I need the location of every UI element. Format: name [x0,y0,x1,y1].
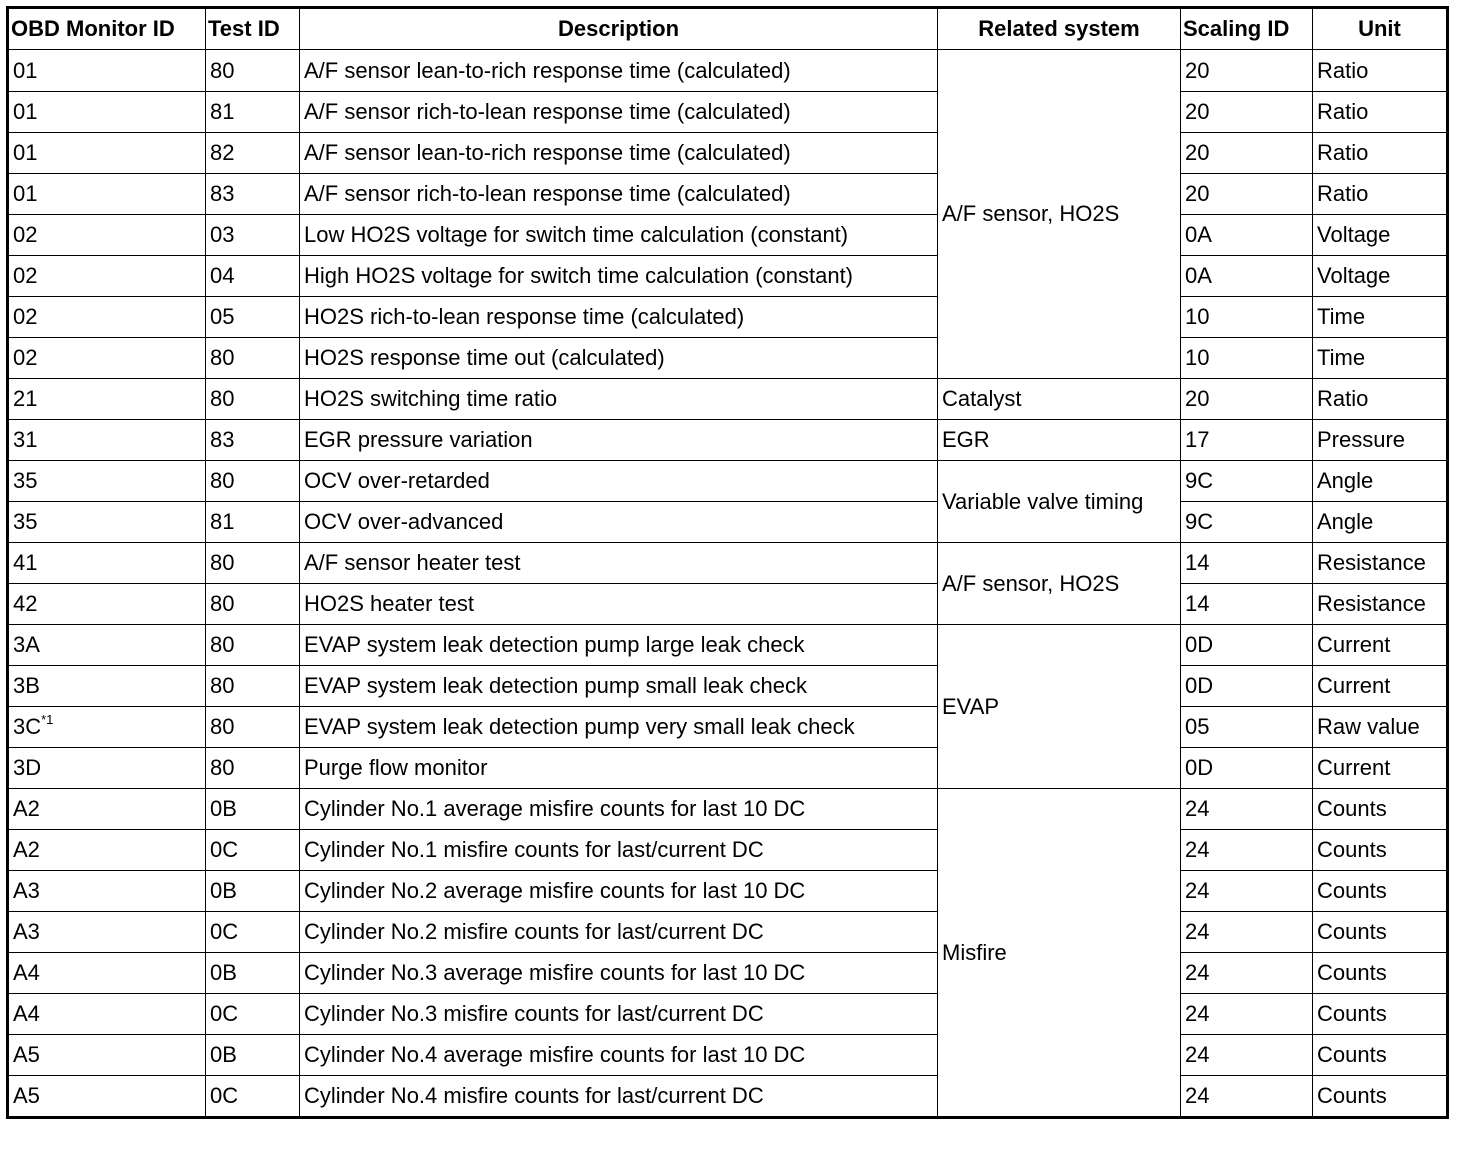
cell-obd-monitor-id [8,748,206,789]
cell-unit: Counts [1313,871,1448,912]
monitor-id-text: 02 [13,222,38,247]
table-row [8,871,1448,912]
cell-obd-monitor-id [8,994,206,1035]
monitor-id-text: 01 [13,99,38,124]
cell-related-system: Variable valve timing [938,461,1181,543]
cell-scaling-id: 0D [1181,748,1313,789]
cell-test-id: 80 [206,666,300,707]
monitor-id-text: 42 [13,591,38,616]
monitor-id-text: 02 [13,345,38,370]
cell-unit: Pressure [1313,420,1448,461]
table-row [8,666,1448,707]
monitor-id-text: A2 [13,837,40,862]
cell-description: A/F sensor heater test [300,543,938,584]
table-row [8,707,1448,748]
cell-test-id: 04 [206,256,300,297]
monitor-id-text: 3C [13,714,42,739]
monitor-id-text: 31 [13,427,38,452]
monitor-id-text: A3 [13,878,40,903]
table-row [8,994,1448,1035]
cell-related-system: A/F sensor, HO2S [938,50,1181,379]
cell-test-id: 80 [206,584,300,625]
cell-unit: Time [1313,297,1448,338]
cell-scaling-id: 24 [1181,1076,1313,1118]
cell-unit: Counts [1313,912,1448,953]
cell-unit: Counts [1313,953,1448,994]
cell-description: High HO2S voltage for switch time calculation (constant) [300,256,938,297]
cell-unit: Angle [1313,461,1448,502]
cell-obd-monitor-id [8,1035,206,1076]
cell-scaling-id: 24 [1181,953,1313,994]
cell-obd-monitor-id [8,543,206,584]
monitor-id-text: 3B [13,673,40,698]
cell-obd-monitor-id [8,871,206,912]
cell-unit: Current [1313,748,1448,789]
monitor-id-text: 35 [13,509,38,534]
table-row [8,256,1448,297]
cell-description: EVAP system leak detection pump small leak check [300,666,938,707]
cell-test-id: 81 [206,92,300,133]
cell-test-id: 83 [206,420,300,461]
cell-description: HO2S response time out (calculated) [300,338,938,379]
monitor-id-text: A4 [13,960,40,985]
cell-scaling-id: 24 [1181,912,1313,953]
cell-description: A/F sensor lean-to-rich response time (calculated) [300,133,938,174]
header-description: Description [300,8,938,50]
cell-test-id: 0B [206,953,300,994]
cell-description: A/F sensor lean-to-rich response time (calculated) [300,50,938,92]
cell-obd-monitor-id [8,297,206,338]
cell-scaling-id: 14 [1181,543,1313,584]
table-row [8,789,1448,830]
cell-test-id: 0B [206,1035,300,1076]
header-obd-monitor-id: OBD Monitor ID [8,8,206,50]
table-body [8,50,1448,1118]
cell-unit: Ratio [1313,92,1448,133]
table-row [8,584,1448,625]
header-scaling-id: Scaling ID [1181,8,1313,50]
cell-unit: Ratio [1313,50,1448,92]
cell-obd-monitor-id [8,92,206,133]
cell-description: OCV over-advanced [300,502,938,543]
cell-test-id: 0C [206,994,300,1035]
cell-unit: Current [1313,666,1448,707]
cell-test-id: 0B [206,789,300,830]
table-row [8,461,1448,502]
cell-description: EVAP system leak detection pump very small leak check [300,707,938,748]
cell-test-id: 81 [206,502,300,543]
monitor-id-text: 01 [13,57,38,83]
header-related-system: Related system [938,8,1181,50]
cell-scaling-id: 9C [1181,502,1313,543]
cell-description: Cylinder No.3 misfire counts for last/current DC [300,994,938,1035]
monitor-id-text: 21 [13,386,38,411]
cell-scaling-id: 10 [1181,338,1313,379]
obd-monitor-table [6,6,1449,1119]
cell-obd-monitor-id [8,215,206,256]
table-row [8,748,1448,789]
cell-test-id: 03 [206,215,300,256]
cell-scaling-id: 20 [1181,174,1313,215]
cell-unit: Resistance [1313,584,1448,625]
table-row [8,174,1448,215]
cell-description: Purge flow monitor [300,748,938,789]
cell-related-system: EVAP [938,625,1181,789]
table-row [8,1035,1448,1076]
cell-unit: Resistance [1313,543,1448,584]
cell-scaling-id: 0A [1181,215,1313,256]
cell-unit: Counts [1313,830,1448,871]
cell-test-id: 80 [206,748,300,789]
cell-unit: Time [1313,338,1448,379]
monitor-id-text: 02 [13,263,38,288]
cell-scaling-id: 24 [1181,1035,1313,1076]
cell-unit: Voltage [1313,215,1448,256]
cell-scaling-id: 20 [1181,50,1313,92]
monitor-id-text: 35 [13,468,38,493]
cell-description: A/F sensor rich-to-lean response time (calculated) [300,92,938,133]
monitor-id-text: A2 [13,796,40,821]
cell-unit: Counts [1313,1076,1448,1118]
cell-unit: Counts [1313,994,1448,1035]
cell-unit: Ratio [1313,379,1448,420]
cell-description: Cylinder No.4 misfire counts for last/current DC [300,1076,938,1118]
cell-test-id: 80 [206,625,300,666]
monitor-id-text: 41 [13,550,38,575]
table-row [8,420,1448,461]
monitor-id-text: A4 [13,1001,40,1026]
cell-scaling-id: 24 [1181,789,1313,830]
cell-description: Cylinder No.3 average misfire counts for last 10 DC [300,953,938,994]
cell-scaling-id: 24 [1181,994,1313,1035]
cell-scaling-id: 10 [1181,297,1313,338]
cell-obd-monitor-id [8,666,206,707]
footnote-marker: *1 [41,712,54,727]
monitor-id-text: A3 [13,919,40,944]
cell-test-id: 80 [206,338,300,379]
monitor-id-text: 01 [13,181,38,206]
cell-scaling-id: 20 [1181,379,1313,420]
table-row [8,1076,1448,1118]
monitor-id-text: A5 [13,1083,40,1108]
cell-test-id: 0B [206,871,300,912]
cell-obd-monitor-id [8,461,206,502]
cell-test-id: 80 [206,707,300,748]
cell-test-id: 80 [206,50,300,92]
header-row [8,8,1448,50]
cell-description: HO2S switching time ratio [300,379,938,420]
monitor-id-text: A5 [13,1042,40,1067]
cell-related-system: EGR [938,420,1181,461]
cell-obd-monitor-id [8,912,206,953]
cell-test-id: 80 [206,379,300,420]
monitor-id-text: 3A [13,632,40,657]
cell-scaling-id: 20 [1181,92,1313,133]
table-row [8,215,1448,256]
cell-test-id: 0C [206,830,300,871]
table-row [8,912,1448,953]
cell-obd-monitor-id [8,256,206,297]
cell-obd-monitor-id [8,707,206,748]
table-row [8,625,1448,666]
cell-scaling-id: 0A [1181,256,1313,297]
cell-description: Cylinder No.1 average misfire counts for last 10 DC [300,789,938,830]
cell-obd-monitor-id [8,174,206,215]
cell-description: Cylinder No.4 average misfire counts for last 10 DC [300,1035,938,1076]
cell-obd-monitor-id [8,789,206,830]
cell-obd-monitor-id [8,420,206,461]
cell-test-id: 80 [206,543,300,584]
cell-unit: Current [1313,625,1448,666]
cell-obd-monitor-id [8,953,206,994]
cell-scaling-id: 14 [1181,584,1313,625]
cell-description: HO2S rich-to-lean response time (calculated) [300,297,938,338]
table-row [8,133,1448,174]
cell-description: Cylinder No.1 misfire counts for last/current DC [300,830,938,871]
table-row [8,502,1448,543]
cell-scaling-id: 20 [1181,133,1313,174]
cell-obd-monitor-id [8,50,206,92]
cell-related-system: Catalyst [938,379,1181,420]
table-row [8,953,1448,994]
table-row [8,379,1448,420]
cell-related-system: A/F sensor, HO2S [938,543,1181,625]
monitor-id-text: 02 [13,304,38,329]
cell-description: A/F sensor rich-to-lean response time (calculated) [300,174,938,215]
cell-obd-monitor-id [8,502,206,543]
cell-description: EVAP system leak detection pump large leak check [300,625,938,666]
cell-scaling-id: 05 [1181,707,1313,748]
cell-test-id: 05 [206,297,300,338]
cell-related-system: Misfire [938,789,1181,1118]
header-test-id: Test ID [206,8,300,50]
table-row [8,297,1448,338]
table-row [8,50,1448,92]
cell-obd-monitor-id [8,1076,206,1118]
cell-test-id: 0C [206,912,300,953]
table-row [8,92,1448,133]
cell-obd-monitor-id [8,338,206,379]
cell-obd-monitor-id [8,625,206,666]
cell-unit: Ratio [1313,133,1448,174]
cell-scaling-id: 0D [1181,666,1313,707]
cell-test-id: 0C [206,1076,300,1118]
header-unit: Unit [1313,8,1448,50]
cell-scaling-id: 17 [1181,420,1313,461]
cell-description: HO2S heater test [300,584,938,625]
table-header [8,8,1448,50]
cell-description: Low HO2S voltage for switch time calculation (constant) [300,215,938,256]
cell-description: EGR pressure variation [300,420,938,461]
monitor-id-text: 01 [13,140,38,165]
cell-unit: Angle [1313,502,1448,543]
table-row [8,543,1448,584]
cell-test-id: 82 [206,133,300,174]
table-row [8,830,1448,871]
cell-test-id: 80 [206,461,300,502]
cell-obd-monitor-id [8,584,206,625]
cell-unit: Raw value [1313,707,1448,748]
cell-description: Cylinder No.2 average misfire counts for last 10 DC [300,871,938,912]
cell-unit: Counts [1313,1035,1448,1076]
cell-scaling-id: 24 [1181,871,1313,912]
cell-scaling-id: 0D [1181,625,1313,666]
monitor-id-text: 3D [13,755,42,780]
cell-unit: Ratio [1313,174,1448,215]
cell-test-id: 83 [206,174,300,215]
cell-obd-monitor-id [8,830,206,871]
cell-unit: Voltage [1313,256,1448,297]
cell-description: OCV over-retarded [300,461,938,502]
table-row [8,338,1448,379]
cell-scaling-id: 9C [1181,461,1313,502]
cell-description: Cylinder No.2 misfire counts for last/current DC [300,912,938,953]
cell-obd-monitor-id [8,133,206,174]
cell-unit: Counts [1313,789,1448,830]
cell-obd-monitor-id [8,379,206,420]
cell-scaling-id: 24 [1181,830,1313,871]
